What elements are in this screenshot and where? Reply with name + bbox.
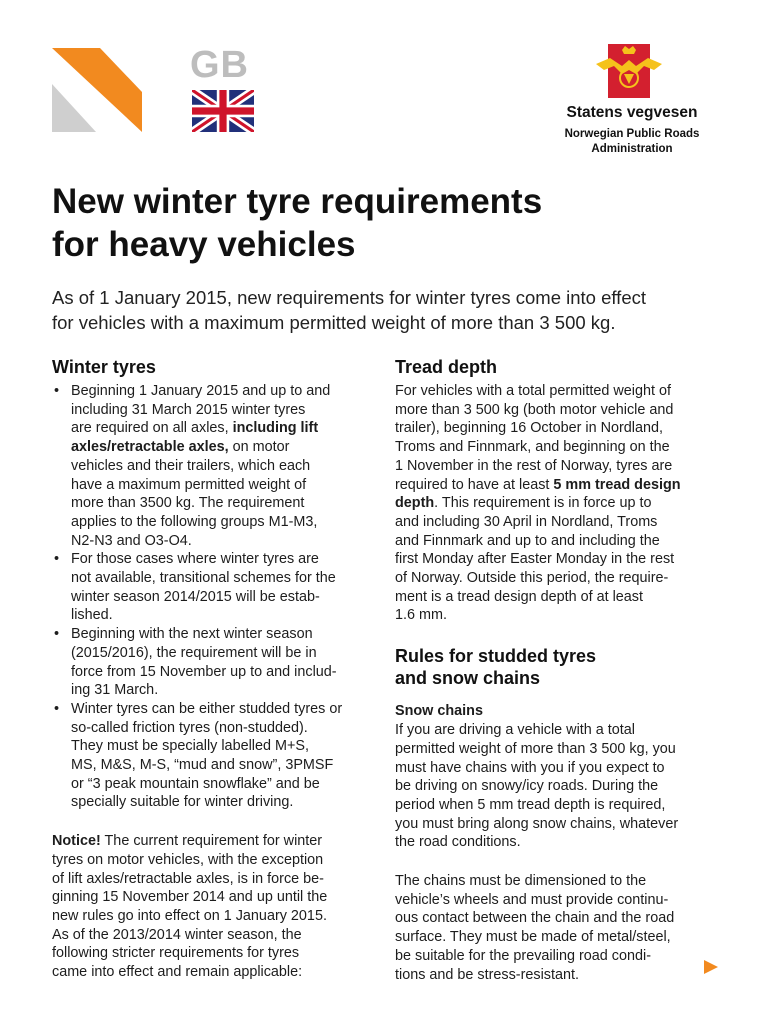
text-line: (2015/2016), the requirement will be in	[71, 644, 317, 661]
text-line: or “3 peak mountain snowflake” and be	[71, 775, 320, 792]
text-line: ment is a tread design depth of at least	[395, 588, 643, 605]
text-line: so-called friction tyres (non-studded).	[71, 719, 308, 736]
text-line: the road conditions.	[395, 834, 521, 851]
list-item	[52, 382, 378, 550]
right-column	[395, 356, 725, 984]
text-line: came into effect and remain applicable:	[52, 964, 303, 981]
text-line: and including 30 April in Nordland, Troms	[395, 513, 658, 530]
text-line: have a maximum permitted weight of	[71, 476, 307, 493]
text-line: more than 3500 kg. The requirement	[71, 495, 305, 512]
tread-depth-heading: Tread depth	[395, 357, 498, 377]
list-item	[52, 625, 378, 700]
text-line: 1.6 mm.	[395, 607, 447, 624]
text-line: be driving on snowy/icy roads. During the	[395, 778, 659, 795]
chains-spec-paragraph	[395, 872, 725, 984]
text-line: vehicle’s wheels and must provide continu-	[395, 891, 669, 908]
text-line: N2-N3 and O3-O4.	[71, 532, 192, 549]
text-line: first Monday after Easter Monday in the rest	[395, 551, 675, 568]
text-line: including 31 March 2015 winter tyres	[71, 401, 306, 418]
text-line: and Finnmark and up to and including the	[395, 532, 660, 549]
org-subtitle: Norwegian Public Roads Administration	[564, 128, 700, 155]
text-line: ginning 15 November 2014 and up until the	[52, 889, 328, 906]
text-line: tions and be stress-resistant.	[395, 966, 579, 983]
text-line: not available, transitional schemes for the	[71, 570, 336, 587]
text-line: • Winter tyres can be either studded tyres or	[71, 700, 343, 717]
language-code: GB	[190, 44, 249, 86]
text-line: Troms and Finnmark, and beginning on the	[395, 439, 670, 456]
text-line: • For those cases where winter tyres are	[71, 551, 319, 568]
text-line: of Norway. Outside this period, the require-	[395, 570, 669, 587]
text-line: tyres on motor vehicles, with the exception	[52, 851, 324, 868]
text-line: period when 5 mm tread depth is required,	[395, 796, 666, 813]
brand-mark-icon	[52, 48, 142, 132]
text-line: Notice! The current requirement for winter	[52, 833, 323, 850]
statens-vegvesen-crest-icon	[596, 44, 662, 98]
text-line: you must bring along snow chains, whatever	[395, 815, 679, 832]
snow-chains-subheading: Snow chains	[395, 703, 483, 720]
text-line: specially suitable for winter driving.	[71, 794, 294, 811]
text-line: • Beginning 1 January 2015 and up to and	[71, 383, 331, 399]
notice-paragraph	[52, 832, 378, 982]
list-item	[52, 550, 378, 625]
text-line: following stricter requirements for tyres	[52, 945, 300, 962]
uk-flag-icon	[192, 90, 254, 132]
org-name: Statens vegvesen	[566, 104, 698, 121]
text-line: must have chains with you if you expect to	[395, 759, 665, 776]
text-line: ous contact between the chain and the road	[395, 910, 675, 927]
text-line: 1 November in the rest of Norway, tyres are	[395, 457, 673, 474]
text-line: depth. This requirement is in force up to	[395, 495, 652, 512]
snow-chains-paragraph	[395, 721, 725, 852]
page-title: New winter tyre requirements for heavy vehicles	[52, 182, 543, 264]
text-line: permitted weight of more than 3 500 kg, you	[395, 740, 676, 757]
text-line: force from 15 November up to and includ-	[71, 663, 337, 680]
left-column	[52, 356, 378, 982]
text-line: If you are driving a vehicle with a total	[395, 722, 635, 739]
text-line: As of the 2013/2014 winter season, the	[52, 926, 302, 943]
text-line: are required on all axles, including lift	[71, 420, 319, 437]
list-item	[52, 700, 378, 812]
text-line: winter season 2014/2015 will be estab-	[71, 588, 320, 605]
text-line: For vehicles with a total permitted weight of	[395, 383, 671, 399]
tread-depth-paragraph	[395, 382, 725, 625]
text-line: of lift axles/retractable axles, is in force be-	[52, 870, 324, 887]
text-line: applies to the following groups M1-M3,	[71, 513, 318, 530]
text-line: be suitable for the prevailing road condi-	[395, 947, 651, 964]
text-line: required to have at least 5 mm tread design	[395, 476, 681, 493]
text-line: vehicles and their trailers, which each	[71, 457, 311, 474]
text-line: lished.	[71, 607, 113, 624]
winter-tyres-heading: Winter tyres	[52, 357, 156, 377]
next-page-arrow-icon	[704, 960, 718, 974]
text-line: trailer), beginning 16 October in Nordland,	[395, 420, 663, 437]
text-line: The chains must be dimensioned to the	[395, 873, 647, 890]
studded-rules-heading: Rules for studded tyres and snow chains	[395, 646, 597, 689]
text-line: more than 3 500 kg (both motor vehicle and	[395, 401, 674, 418]
winter-tyres-list	[52, 382, 378, 812]
text-line: MS, M&S, M-S, “mud and snow”, 3PMSF	[71, 757, 334, 774]
text-line: surface. They must be made of metal/steel,	[395, 929, 671, 946]
text-line: new rules go into effect on 1 January 2015.	[52, 907, 327, 924]
text-line: • Beginning with the next winter season	[71, 626, 313, 643]
lead-paragraph: As of 1 January 2015, new requirements for winter tyres come into effect for vehicles with a maximum permitted weight of more than 3 500 kg.	[52, 287, 647, 333]
text-line: They must be specially labelled M+S,	[71, 738, 309, 755]
text-line: ing 31 March.	[71, 682, 159, 699]
text-line: axles/retractable axles, on motor	[71, 439, 290, 456]
